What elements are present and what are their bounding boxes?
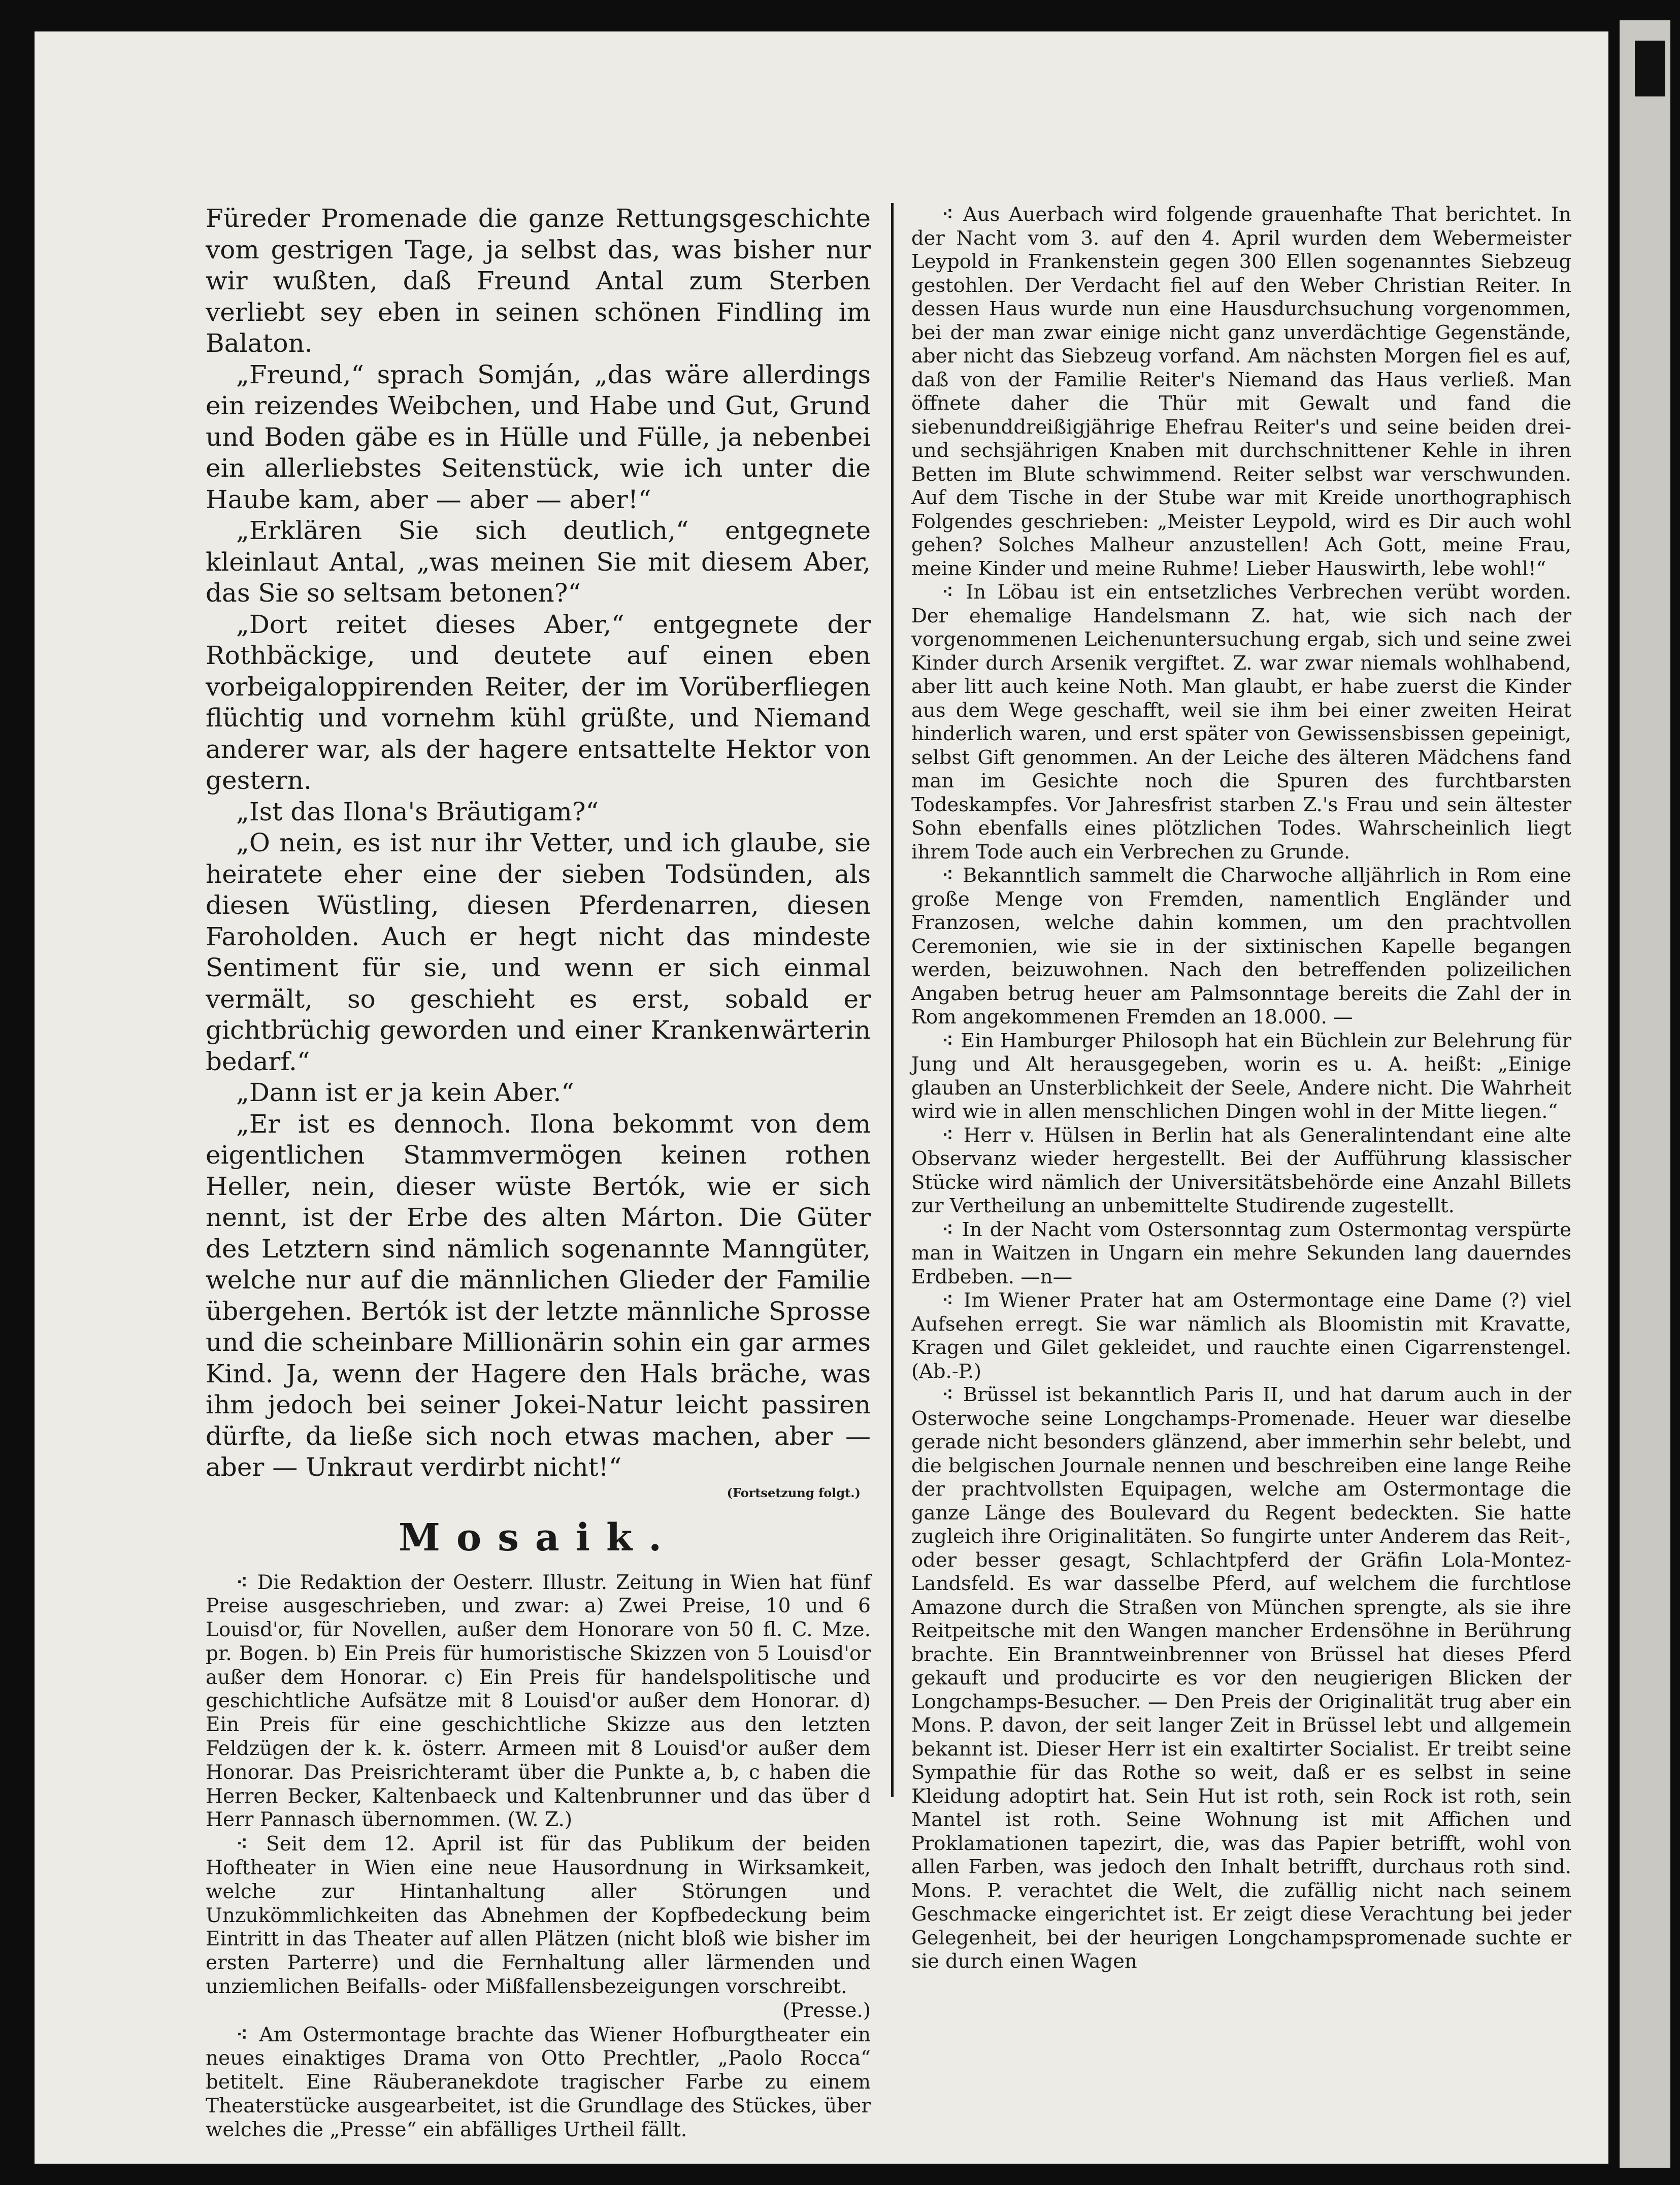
item-marker-icon: ⁖	[236, 2023, 249, 2046]
story-paragraph: „Erklären Sie sich deutlich,“ entgegnete kleinlaut Antal, „was meinen Sie mit diesem Aber, das Sie so seltsam betonen?“	[206, 516, 871, 608]
item-marker-icon: ⁖	[942, 1383, 954, 1406]
news-item	[911, 864, 1571, 1030]
item-marker-icon: ⁖	[942, 1289, 954, 1312]
news-item	[911, 1124, 1571, 1218]
news-item	[206, 2023, 871, 2142]
news-item	[911, 1383, 1571, 1974]
item-marker-icon: ⁖	[236, 1570, 249, 1594]
news-item	[206, 1571, 871, 1833]
item-marker-icon: ⁖	[942, 1029, 954, 1052]
news-item-text: Bekanntlich sammelt die Charwoche alljährlich in Rom eine große Menge von Fremden, namentlich Engländer und Franzosen, welche dahin kommen, um den prachtvollen Ceremonien, wie sie in der sixtinischen Kapelle begangen werden, beizuwohnen. Nach den betreffenden polizeilichen Angaben betrug heuer am Palmsonntage bereits die Zahl der in Rom angekommenen Fremden an 18.000.	[911, 864, 1571, 1029]
story-paragraph: „O nein, es ist nur ihr Vetter, und ich glaube, sie heiratete eher eine der sieben Todsünden, als diesen Wüstling, diesen Pferdenarren, diesen Faroholden. Auch er hegt nicht das mindeste Sentiment für sie, und wenn er sich einmal vermält, so geschieht es erst, sobald er gichtbrüchig geworden und einer Krankenwärterin bedarf.“	[206, 828, 871, 1076]
left-column	[206, 203, 871, 2142]
news-item-text: Die Redaktion der Oesterr. Illustr. Zeitung in Wien hat fünf Preise ausgeschrieben, und zwar: a) Zwei Preise, 10 und 6 Louisd'or, für Novellen, außer dem Honorare von 50 fl. C. Mze. pr. Bogen. b) Ein Preis für humoristische Skizzen von 5 Louisd'or außer dem Honorar. c) Ein Preis für handelspolitische und geschichtliche Aufsätze mit 8 Louisd'or außer dem Honorar. d) Ein Preis für eine geschichtliche Skizze aus den letzten Feldzügen der k. k. österr. Armeen mit 8 Louisd'or außer dem Honorar. Das Preisrichteramt über die Punkte a, b, c haben die Herren Becker, Kaltenbaeck und Kaltenbrunner und das über d Herr Pannasch übernommen.	[206, 1571, 871, 1832]
news-item-text: Aus Auerbach wird folgende grauenhafte That berichtet. In der Nacht vom 3. auf den 4. April wurden dem Webermeister Leypold in Frankenstein gegen 300 Ellen sogenanntes Siebzeug gestohlen. Der Verdacht fiel auf den Weber Christian Reiter. In dessen Haus wurde nun eine Hausdurchsuchung vorgenommen, bei der man zwar einige nicht ganz unverdächtige Gegenstände, aber nicht das Siebzeug vorfand. Am nächsten Morgen fiel es auf, daß von der Familie Reiter's Niemand das Haus verließ. Man öffnete daher die Thür mit Gewalt und fand die siebenunddreißigjährige Ehefrau Reiter's und seine beiden drei- und sechsjährigen Knaben mit durchschnittener Kehle in ihren Betten im Blute schwimmend. Reiter selbst war verschwunden. Auf dem Tische in der Stube war mit Kreide unorthographisch Folgendes geschrieben: „Meister Leypold, wird es Dir auch wohl gehen? Solches Malheur anzustellen! Ach Gott, meine Frau, meine Kinder und meine Ruhme! Lieber Hauswirth, lebe wohl!“	[911, 203, 1571, 580]
news-item-text: In Löbau ist ein entsetzliches Verbrechen verübt worden. Der ehemalige Handelsmann Z. hat, wie sich nach der vorgenommenen Leichenuntersuchung ergab, sich und seine zwei Kinder durch Arsenik vergiftet. Z. war zwar niemals wohlhabend, aber litt auch keine Noth. Man glaubt, er habe zuerst die Kinder aus dem Wege geschafft, weil sie ihm bei einer zweiten Heirat hinderlich waren, und erst später von Gewissensbissen gepeinigt, selbst Gift genommen. An der Leiche des älteren Mädchens fand man im Gesichte noch die Spuren des furchtbarsten Todeskampfes. Vor Jahresfrist starben Z.'s Frau und sein ältester Sohn ebenfalls eines plötzlichen Todes. Wahrscheinlich liegt ihrem Tode auch ein Verbrechen zu Grunde.	[911, 581, 1571, 864]
continuation-note: (Fortsetzung folgt.)	[727, 1485, 861, 1500]
item-marker-icon: ⁖	[942, 1123, 954, 1147]
news-item	[911, 1218, 1571, 1289]
news-item-text: Im Wiener Prater hat am Ostermontage eine Dame (?) viel Aufsehen erregt. Sie war nämlich als Bloomistin mit Kravatte, Kragen und Gilet gekleidet, und rauchte einen Cigarrenstengel.	[911, 1289, 1571, 1359]
news-item-source: (Ab.-P.)	[911, 1360, 982, 1383]
item-marker-icon: ⁖	[942, 581, 954, 604]
edge-notch	[1635, 41, 1665, 96]
news-item-text: Ein Hamburger Philosoph hat ein Büchlein zur Belehrung für Jung und Alt herausgegeben, worin es u. A. heißt: „Einige glauben an Unsterblichkeit der Seele, Andere nicht. Die Wahrheit wird wie in allen menschlichen Dingen wohl in der Mitte liegen.“	[911, 1029, 1571, 1123]
next-page-edge	[1620, 20, 1670, 2168]
item-marker-icon: ⁖	[942, 864, 954, 887]
news-item	[911, 581, 1571, 864]
news-item-text: Seit dem 12. April ist für das Publikum der beiden Hoftheater in Wien eine neue Hausordnung in Wirksamkeit, welche zur Hintanhaltung aller Störungen und Unzukömmlichkeiten das Abnehmen der Kopfbedeckung beim Eintritt in das Theater auf allen Plätzen (nicht bloß wie bisher im ersten Parterre) und die Fernhaltung aller lärmenden und unziemlichen Beifalls- oder Mißfallensbezeigungen vorschreibt.	[206, 1833, 871, 1999]
news-item-source: (W. Z.)	[507, 1808, 573, 1832]
item-marker-icon: ⁖	[236, 1832, 249, 1856]
item-marker-icon: ⁖	[942, 1218, 954, 1241]
news-item-text: Brüssel ist bekanntlich Paris II, und hat darum auch in der Osterwoche seine Longchamps-Promenade. Heuer war dieselbe gerade nicht besonders glänzend, aber immerhin sehr belebt, und die belgischen Journale nennen und beschreiben eine lange Reihe der prachtvollsten Equipagen, welche am Ostermontage die ganze Länge des Boulevard du Regent bedeckten. Sie hatte zugleich ihre Originalitäten. So fungirte unter Anderem das Reit-, oder besser gesagt, Schlachtpferd der Gräfin Lola-Montez-Landsfeld. Es war dasselbe Pferd, auf welchem die furchtlose Amazone durch die Straßen von München sprengte, als sie ihre Reitpeitsche mit den Wangen mancher Erdensöhne in Berührung brachte. Ein Branntweinbrenner von Brüssel hat dieses Pferd gekauft und producirte es vor den neugierigen Blicken der Longchamps-Besucher. — Den Preis der Originalität trug aber ein Mons. P. davon, der seit langer Zeit in Brüssel lebt und allgemein bekannt ist. Dieser Herr ist ein exaltirter Socialist. Er treibt seine Sympathie für das Rothe so weit, daß er es selbst in seine Kleidung adoptirt hat. Sein Hut ist roth, sein Rock ist roth, sein Mantel ist roth. Seine Wohnung ist mit Affichen und Proklamationen tapezirt, die, was das Papier betrifft, wohl von allen Farben, was jedoch den Inhalt betrifft, durchaus roth sind. Mons. P. verachtet die Welt, die zufällig nicht nach seinem Geschmacke eingerichtet ist. Er zeigt diese Verachtung bei jeder Gelegenheit, bei der heurigen Longchampspromenade suchte er sie durch einen Wagen	[911, 1383, 1571, 1973]
news-item	[911, 1030, 1571, 1124]
story-paragraph: „Er ist es dennoch. Ilona bekommt von dem eigentlichen Stammvermögen keinen rothen Heller, nein, dieser wüste Bertók, wie er sich nennt, ist der Erbe des alten Márton. Die Güter des Letztern sind nämlich sogenannte Manngüter, welche nur auf die männlichen Glieder der Familie übergehen. Bertók ist der letzte männliche Sprosse und die scheinbare Millionärin sohin ein gar armes Kind. Ja, wenn der Hagere den Hals bräche, was ihm jedoch bei seiner Jokei-Natur leicht passiren dürfte, da ließe sich noch etwas machen, aber — aber — Unkraut verdirbt nicht!“	[206, 1109, 871, 1482]
section-heading-mosaik: Mosaik.	[398, 1515, 678, 1560]
story-paragraph: „Dort reitet dieses Aber,“ entgegnete der Rothbäckige, und deutete auf einen eben vorbeigaloppirenden Reiter, der im Vorüberfliegen flüchtig und vornehm kühl grüßte, und Niemand anderer war, als der hagere entsattelte Hektor von gestern.	[206, 609, 871, 795]
news-item-source: (Presse.)	[782, 1999, 871, 2022]
story-paragraph: „Ist das Ilona's Bräutigam?“	[236, 797, 599, 826]
news-item	[911, 203, 1571, 581]
story-paragraph: „Freund,“ sprach Somján, „das wäre allerdings ein reizendes Weibchen, und Habe und Gut, Grund und Boden gäbe es in Hülle und Fülle, ja nebenbei ein allerliebstes Seitenstück, wie ich unter die Haube kam, aber — aber — aber!“	[206, 359, 871, 514]
story-paragraph: „Dann ist er ja kein Aber.“	[236, 1078, 574, 1107]
news-item-text: In der Nacht vom Ostersonntag zum Ostermontag verspürte man in Waitzen in Ungarn ein mehre Sekunden lang dauerndes Erdbeben.	[911, 1218, 1571, 1288]
news-item-source: —	[1333, 1006, 1353, 1029]
news-item-text: Am Ostermontage brachte das Wiener Hofburgtheater ein neues einaktiges Drama von Otto Prechtler, „Paolo Rocca“ betitelt. Eine Räuberanekdote tragischer Farbe zu einem Theaterstücke ausgearbeitet, ist die Grundlage des Stückes, über welches die „Presse“ ein abfälliges Urtheil fällt.	[206, 2023, 871, 2141]
news-item-source: —n—	[1020, 1265, 1073, 1288]
story-paragraph: Füreder Promenade die ganze Rettungsgeschichte vom gestrigen Tage, ja selbst das, was bisher nur wir wußten, daß Freund Antal zum Sterben verliebt sey eben in seinen schönen Findling im Balaton.	[206, 204, 871, 358]
right-column	[911, 203, 1571, 1974]
column-rule	[891, 203, 894, 1797]
news-item	[206, 1832, 871, 1999]
news-item	[911, 1289, 1571, 1383]
item-marker-icon: ⁖	[942, 203, 954, 226]
news-item-text: Herr v. Hülsen in Berlin hat als Generalintendant eine alte Observanz wieder hergestellt. Bei der Aufführung klassischer Stücke wird nämlich der Universitätsbehörde eine Anzahl Billets zur Vertheilung an unbemittelte Studirende zugestellt.	[911, 1123, 1571, 1217]
